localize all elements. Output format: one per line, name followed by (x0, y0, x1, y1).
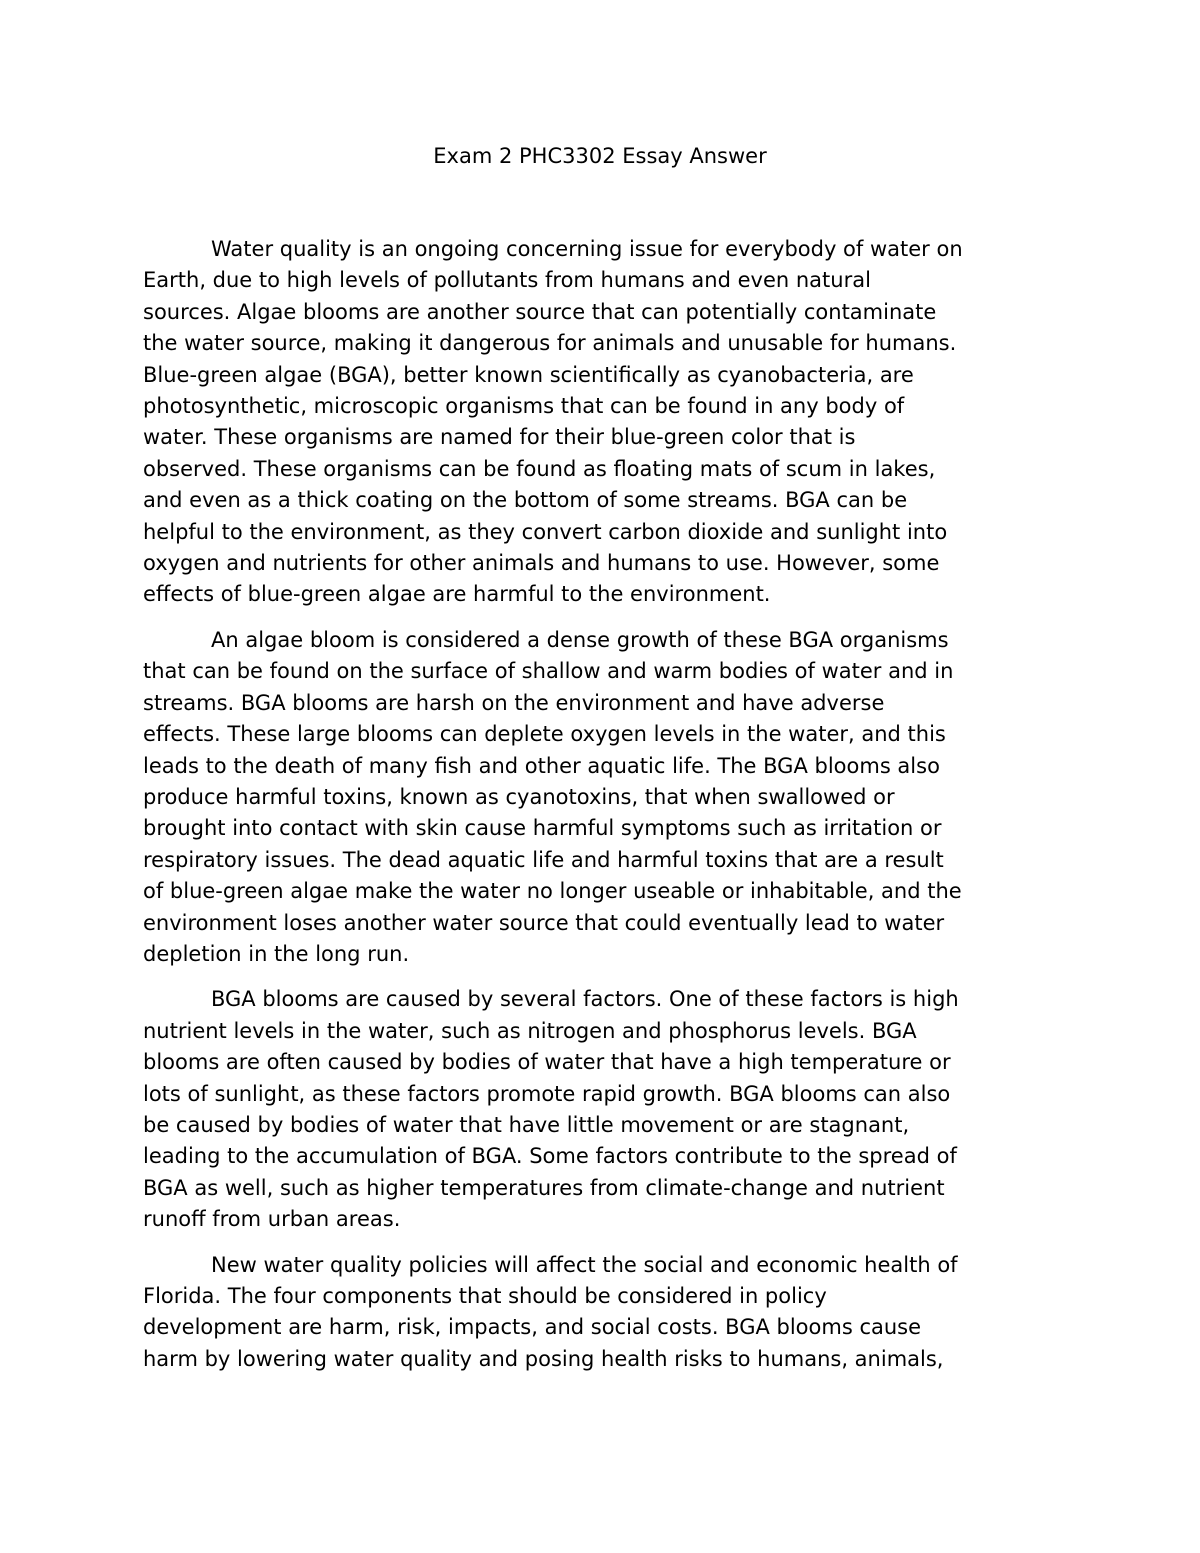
paragraph-line: brought into contact with skin cause harmful symptoms such as irritation or (143, 816, 942, 841)
paragraph-line: helpful to the environment, as they convert carbon dioxide and sunlight into (143, 519, 948, 544)
paragraph-line: runoff from urban areas. (143, 1207, 401, 1232)
paragraph-line: sources. Algae blooms are another source that can potentially contaminate (143, 299, 937, 324)
paragraph-line: effects. These large blooms can deplete oxygen levels in the water, and this (143, 722, 946, 747)
paragraph-line: water. These organisms are named for their blue-green color that is (143, 425, 856, 450)
paragraph-line: nutrient levels in the water, such as nitrogen and phosphorus levels. BGA (143, 1018, 917, 1043)
paragraph-line: Earth, due to high levels of pollutants from humans and even natural (143, 268, 871, 293)
essay-paragraph (143, 1250, 1063, 1376)
paragraph-line: Water quality is an ongoing concerning issue for everybody of water on (211, 237, 963, 261)
paragraph-line: that can be found on the surface of shallow and warm bodies of water and in (143, 659, 954, 684)
paragraph-line: oxygen and nutrients for other animals and humans to use. However, some (143, 551, 940, 576)
paragraph-line: BGA as well, such as higher temperatures from climate-change and nutrient (143, 1175, 945, 1200)
paragraph-line: produce harmful toxins, known as cyanotoxins, that when swallowed or (143, 784, 895, 809)
paragraph-line: leads to the death of many fish and other aquatic life. The BGA blooms also (143, 753, 940, 778)
paragraph-line: lots of sunlight, as these factors promote rapid growth. BGA blooms can also (143, 1081, 951, 1106)
paragraph-line: New water quality policies will affect the social and economic health of (211, 1252, 958, 1277)
paragraph-line: BGA blooms are caused by several factors. One of these factors is high (211, 987, 959, 1012)
paragraph-line: blooms are often caused by bodies of water that have a high temperature or (143, 1050, 951, 1075)
essay-body (143, 234, 1063, 1389)
paragraph-line: Blue-green algae (BGA), better known scientifically as cyanobacteria, are (143, 362, 914, 387)
paragraph-line: leading to the accumulation of BGA. Some factors contribute to the spread of (143, 1144, 957, 1169)
paragraph-line: harm by lowering water quality and posing health risks to humans, animals, (143, 1346, 944, 1371)
document-title: Exam 2 PHC3302 Essay Answer (433, 144, 767, 168)
essay-paragraph (143, 984, 1063, 1235)
paragraph-line: observed. These organisms can be found as floating mats of scum in lakes, (143, 456, 936, 481)
paragraph-line: depletion in the long run. (143, 941, 410, 966)
essay-paragraph (143, 234, 1063, 611)
paragraph-line: Florida. The four components that should be considered in policy (143, 1284, 827, 1308)
paragraph-line: be caused by bodies of water that have little movement or are stagnant, (143, 1112, 910, 1137)
paragraph-line: and even as a thick coating on the bottom of some streams. BGA can be (143, 488, 908, 513)
paragraph-line: photosynthetic, microscopic organisms that can be found in any body of (143, 394, 905, 419)
paragraph-line: effects of blue-green algae are harmful to the environment. (143, 582, 771, 607)
paragraph-line: the water source, making it dangerous for animals and unusable for humans. (143, 331, 957, 356)
paragraph-line: An algae bloom is considered a dense growth of these BGA organisms (211, 627, 949, 652)
paragraph-line: streams. BGA blooms are harsh on the environment and have adverse (143, 690, 885, 715)
paragraph-line: development are harm, risk, impacts, and social costs. BGA blooms cause (143, 1315, 922, 1340)
paragraph-line: of blue-green algae make the water no longer useable or inhabitable, and the (143, 879, 962, 904)
paragraph-line: respiratory issues. The dead aquatic life and harmful toxins that are a result (143, 847, 944, 872)
paragraph-line: environment loses another water source that could eventually lead to water (143, 910, 945, 935)
essay-paragraph (143, 625, 1063, 970)
